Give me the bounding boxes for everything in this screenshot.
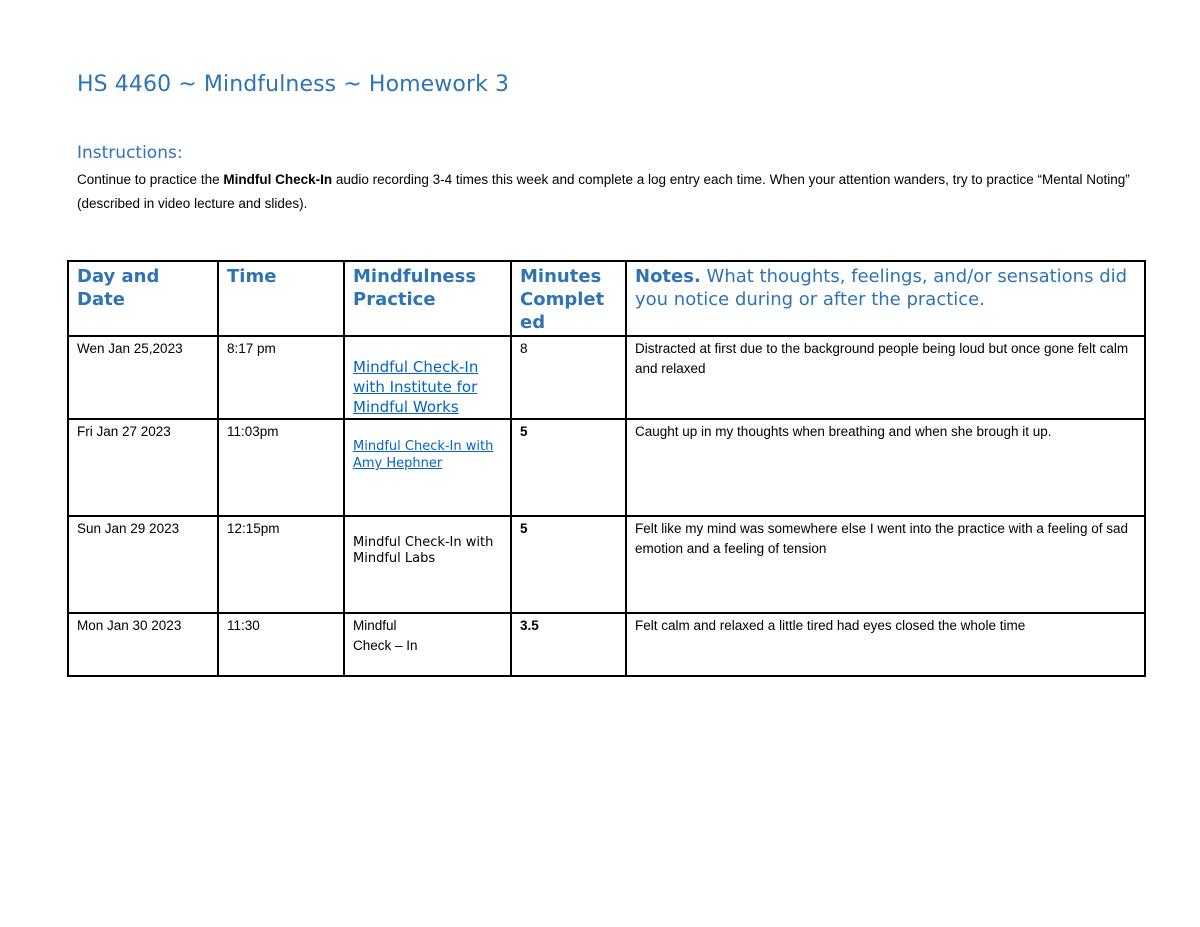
cell-practice — [344, 419, 511, 516]
table-header-row — [68, 261, 1145, 336]
cell-day-date: Mon Jan 30 2023 — [68, 613, 218, 676]
cell-notes: Felt calm and relaxed a little tired had eyes closed the whole time — [626, 613, 1145, 676]
cell-notes: Felt like my mind was somewhere else I went into the practice with a feeling of sad emotion and a feeling of tension — [626, 516, 1145, 613]
table-row — [68, 613, 1145, 676]
cell-day-date: Wen Jan 25,2023 — [68, 336, 218, 419]
cell-day-date: Fri Jan 27 2023 — [68, 419, 218, 516]
cell-notes: Distracted at first due to the background people being loud but once gone felt calm and relaxed — [626, 336, 1145, 419]
practice-text: Mindful Check-In with Mindful Labs — [353, 535, 494, 566]
cell-time: 11:30 — [218, 613, 344, 676]
cell-time: 12:15pm — [218, 516, 344, 613]
header-practice: Mindfulness Practice — [344, 261, 511, 336]
header-notes-bold: Notes. — [635, 266, 701, 287]
page-title: HS 4460 ~ Mindfulness ~ Homework 3 — [77, 72, 510, 97]
header-notes — [626, 261, 1145, 336]
practice-log-table — [67, 260, 1146, 677]
practice-text-line-2: Check – In — [353, 638, 418, 653]
cell-time: 11:03pm — [218, 419, 344, 516]
cell-notes: Caught up in my thoughts when breathing and when she brough it up. — [626, 419, 1145, 516]
practice-link[interactable]: Mindful Check-In with Institute for Mindful Works — [353, 358, 479, 416]
table-row — [68, 516, 1145, 613]
instructions-text — [77, 168, 1137, 216]
cell-minutes: 8 — [511, 336, 626, 419]
cell-minutes: 5 — [511, 419, 626, 516]
table-row — [68, 419, 1145, 516]
cell-practice — [344, 516, 511, 613]
cell-minutes: 3.5 — [511, 613, 626, 676]
cell-time: 8:17 pm — [218, 336, 344, 419]
cell-minutes: 5 — [511, 516, 626, 613]
cell-day-date: Sun Jan 29 2023 — [68, 516, 218, 613]
header-notes-text: What thoughts, feelings, and/or sensations did you notice during or after the practice. — [635, 266, 1128, 310]
cell-practice — [344, 336, 511, 419]
header-day-date: Day and Date — [68, 261, 218, 336]
header-minutes: Minutes Complet ed — [511, 261, 626, 336]
header-time: Time — [218, 261, 344, 336]
instructions-part-2: audio recording 3-4 times this week and complete a log entry each time. When your attention wanders, try to practice “Mental Noting” (described in video lecture and slides). — [77, 172, 1130, 211]
practice-text-line-1: Mindful — [353, 618, 397, 633]
cell-practice — [344, 613, 511, 676]
practice-link[interactable]: Mindful Check-In with Amy Hephner — [353, 439, 494, 471]
instructions-heading: Instructions: — [77, 143, 183, 163]
instructions-bold-practice-name: Mindful Check-In — [223, 172, 333, 187]
table-row — [68, 336, 1145, 419]
instructions-part-1: Continue to practice the — [77, 172, 224, 187]
